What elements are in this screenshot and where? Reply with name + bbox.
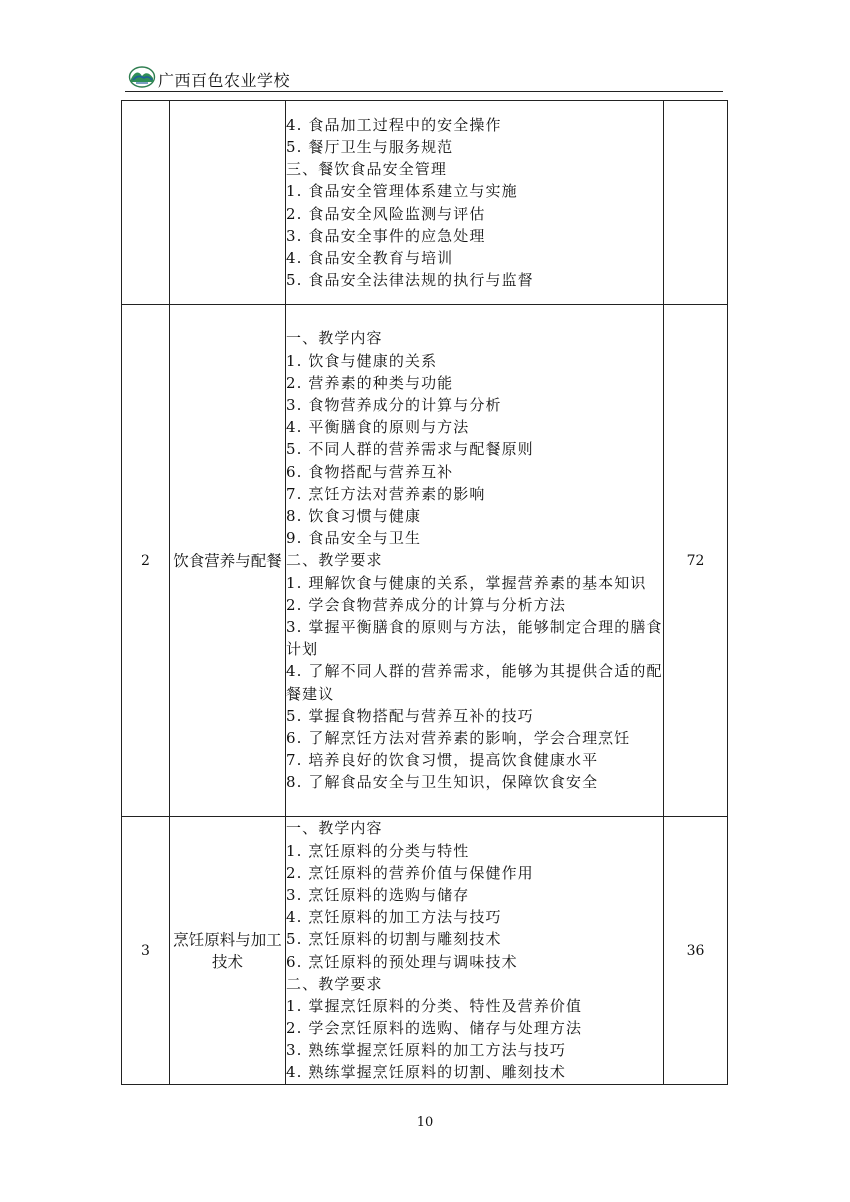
description-line: 1. 食品安全管理体系建立与实施 (286, 182, 518, 201)
course-name: 饮食营养与配餐 (170, 305, 286, 817)
description-line: 3. 烹饪原料的选购与储存 (286, 885, 470, 904)
description-line: 1. 饮食与健康的关系 (286, 351, 438, 370)
description-line: 一、教学内容 (286, 329, 383, 348)
description-line: 5. 掌握食物搭配与营养互补的技巧 (286, 706, 534, 725)
description-line: 6. 烹饪原料的预处理与调味技术 (286, 952, 518, 971)
description-line: 1. 烹饪原料的分类与特性 (286, 841, 470, 860)
description-line: 4. 食品安全教育与培训 (286, 248, 454, 267)
description-line: 二、教学要求 (286, 551, 383, 570)
description-line: 6. 了解烹饪方法对营养素的影响，学会合理烹饪 (286, 728, 631, 747)
description-line: 2. 学会食物营养成分的计算与分析方法 (286, 595, 566, 614)
description-line: 5. 烹饪原料的切割与雕刻技术 (286, 930, 502, 949)
description-line: 2. 营养素的种类与功能 (286, 373, 454, 392)
description-line: 1. 掌握烹饪原料的分类、特性及营养价值 (286, 996, 583, 1015)
course-hours (664, 101, 728, 305)
description-line: 2. 烹饪原料的营养价值与保健作用 (286, 863, 534, 882)
description-line: 4. 烹饪原料的加工方法与技巧 (286, 908, 502, 927)
header-rule (125, 91, 723, 92)
course-description (286, 305, 664, 817)
course-hours: 72 (664, 305, 728, 817)
row-index: 3 (122, 817, 170, 1085)
description-line: 1. 理解饮食与健康的关系，掌握营养素的基本知识 (286, 573, 647, 592)
description-line: 一、教学内容 (286, 819, 383, 838)
page-header (125, 62, 723, 94)
description-line: 8. 了解食品安全与卫生知识，保障饮食安全 (286, 773, 599, 792)
course-description (286, 817, 664, 1085)
description-line: 5. 餐厅卫生与服务规范 (286, 137, 454, 156)
description-line: 3. 食品安全事件的应急处理 (286, 226, 486, 245)
table-row (122, 101, 728, 305)
description-line: 2. 学会烹饪原料的选购、储存与处理方法 (286, 1019, 583, 1038)
description-line: 3. 熟练掌握烹饪原料的加工方法与技巧 (286, 1041, 566, 1060)
description-line: 7. 烹饪方法对营养素的影响 (286, 484, 486, 503)
description-line: 4. 了解不同人群的营养需求，能够为其提供合适的配餐建议 (286, 662, 663, 703)
table-row (122, 817, 728, 1085)
description-line: 4. 熟练掌握烹饪原料的切割、雕刻技术 (286, 1063, 566, 1082)
description-line: 3. 食物营养成分的计算与分析 (286, 396, 502, 415)
course-hours: 36 (664, 817, 728, 1085)
description-line: 6. 食物搭配与营养互补 (286, 462, 454, 481)
description-line: 4. 食品加工过程中的安全操作 (286, 115, 502, 134)
row-index (122, 101, 170, 305)
school-logo-icon (128, 63, 156, 91)
table-row (122, 305, 728, 817)
description-line: 二、教学要求 (286, 974, 383, 993)
course-name (170, 101, 286, 305)
description-line: 三、餐饮食品安全管理 (286, 160, 448, 179)
course-name: 烹饪原料与加工技术 (170, 817, 286, 1085)
description-line: 5. 食品安全法律法规的执行与监督 (286, 271, 534, 290)
course-description (286, 101, 664, 305)
description-line: 8. 饮食习惯与健康 (286, 506, 422, 525)
description-line: 5. 不同人群的营养需求与配餐原则 (286, 440, 534, 459)
school-name: 广西百色农业学校 (158, 71, 291, 90)
page-number: 10 (416, 1115, 434, 1130)
row-index: 2 (122, 305, 170, 817)
description-line: 2. 食品安全风险监测与评估 (286, 204, 486, 223)
description-line: 9. 食品安全与卫生 (286, 529, 422, 548)
description-line: 3. 掌握平衡膳食的原则与方法，能够制定合理的膳食计划 (286, 617, 663, 659)
description-line: 7. 培养良好的饮食习惯，提高饮食健康水平 (286, 751, 599, 770)
course-table (121, 100, 728, 1085)
description-line: 4. 平衡膳食的原则与方法 (286, 418, 470, 437)
